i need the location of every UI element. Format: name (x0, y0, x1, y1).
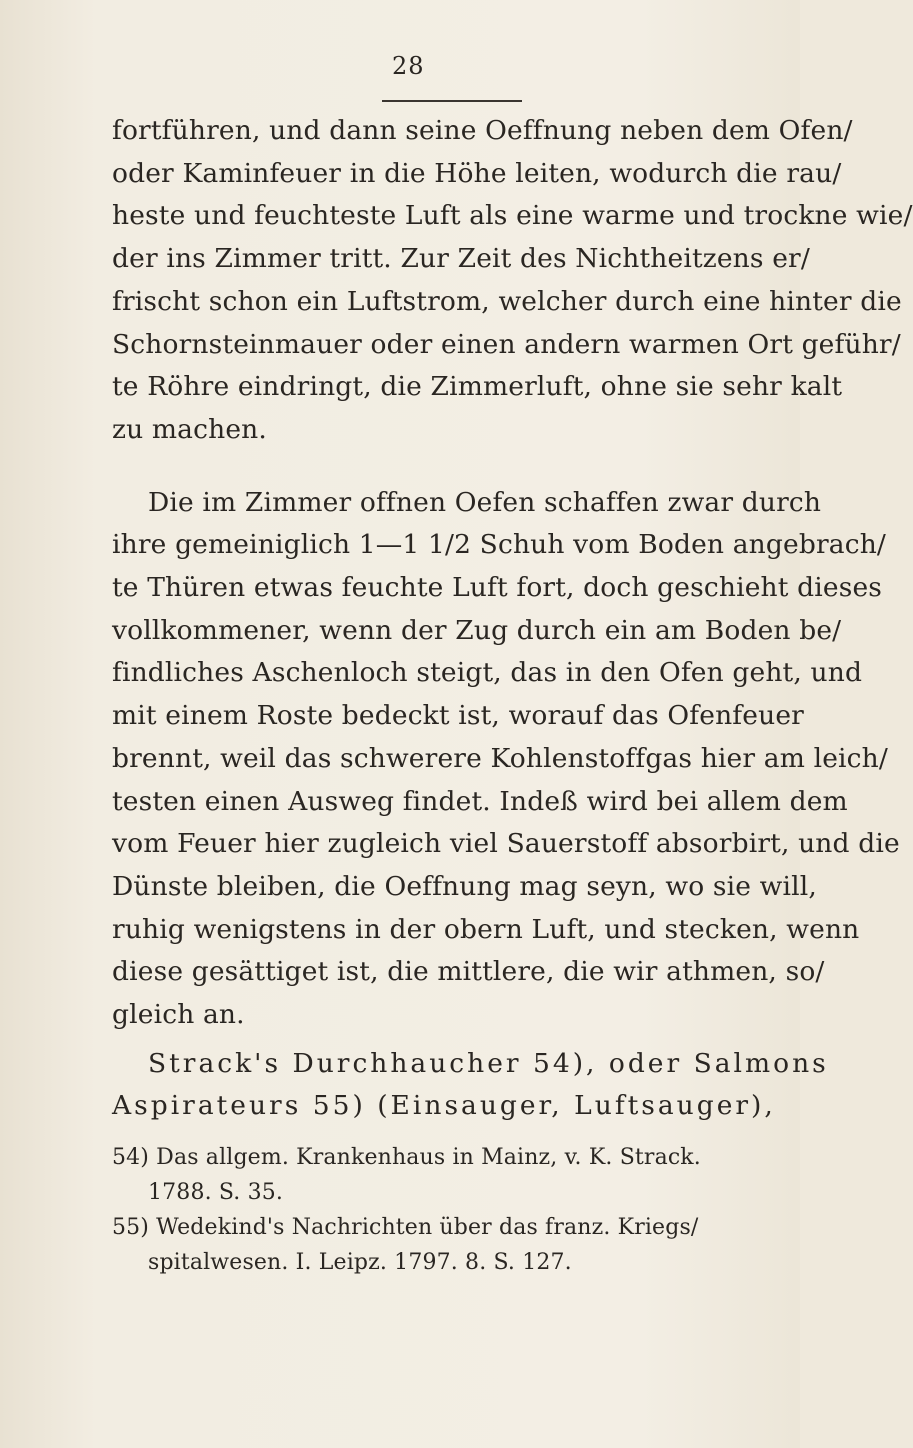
text-line: frischt schon ein Luftstrom, welcher durch eine hinter die (112, 285, 902, 317)
text-line: zu machen. (112, 413, 267, 445)
text-line: findliches Aschenloch steigt, das in den Ofen geht, und (112, 657, 863, 689)
text-line: ihre gemeiniglich 1—1 1/2 Schuh vom Boden angebrach/ (112, 529, 886, 561)
text-line: brennt, weil das schwerere Kohlenstoffgas hier am leich/ (112, 742, 888, 774)
text-line: Dünste bleiben, die Oeffnung mag seyn, wo sie will, (112, 870, 817, 902)
footnote-line: 55) Wedekind's Nachrichten über das franz. Kriegs/ (112, 1215, 699, 1241)
text-line: testen einen Ausweg findet. Indeß wird bei allem dem (112, 785, 848, 817)
text-line: heste und feuchteste Luft als eine warme und trockne wie/ (112, 200, 913, 232)
footnotes (112, 1140, 802, 1280)
text-line: fortführen, und dann seine Oeffnung neben dem Ofen/ (112, 115, 853, 146)
text-line: oder Kaminfeuer in die Höhe leiten, wodurch die rau/ (112, 157, 842, 189)
paragraph-2 (112, 482, 900, 1037)
footnote-line: 1788. S. 35. (148, 1180, 284, 1206)
text-line: Strack's Durchhaucher 54), oder Salmons (148, 1047, 829, 1079)
page-number: 28 (392, 52, 425, 80)
text-line: diese gesättiget ist, die mittlere, die wir athmen, so/ (112, 956, 825, 988)
text-line: te Röhre eindringt, die Zimmerluft, ohne sie sehr kalt (112, 371, 843, 403)
text-line: te Thüren etwas feuchte Luft fort, doch geschieht dieses (112, 572, 883, 604)
text-line: Schornsteinmauer oder einen andern warmen Ort geführ/ (112, 328, 901, 360)
footnote-line: 54) Das allgem. Krankenhaus in Mainz, v. K. Strack. (112, 1145, 701, 1171)
text-line: Die im Zimmer offnen Oefen schaffen zwar durch (148, 486, 822, 518)
text-line: vollkommener, wenn der Zug durch ein am Boden be/ (112, 614, 842, 646)
text-line: mit einem Roste bedeckt ist, worauf das Ofenfeuer (112, 700, 804, 732)
text-line: der ins Zimmer tritt. Zur Zeit des Nichtheitzens er/ (112, 243, 810, 275)
paragraph-gap (112, 452, 802, 482)
paragraph-3 (112, 1043, 829, 1128)
header-rule (382, 100, 522, 102)
text-line: Aspirateurs 55) (Einsauger, Luftsauger), (112, 1090, 776, 1122)
footnote-gap (112, 1128, 802, 1140)
text-line: ruhig wenigstens in der obern Luft, und stecken, wenn (112, 913, 860, 945)
text-line: gleich an. (112, 999, 245, 1031)
body-text (112, 110, 913, 1280)
page-header (0, 52, 800, 92)
paragraph-1 (112, 110, 913, 452)
footnote-line: spitalwesen. I. Leipz. 1797. 8. S. 127. (148, 1250, 572, 1276)
text-line: vom Feuer hier zugleich viel Sauerstoff absorbirt, und die (112, 828, 900, 860)
